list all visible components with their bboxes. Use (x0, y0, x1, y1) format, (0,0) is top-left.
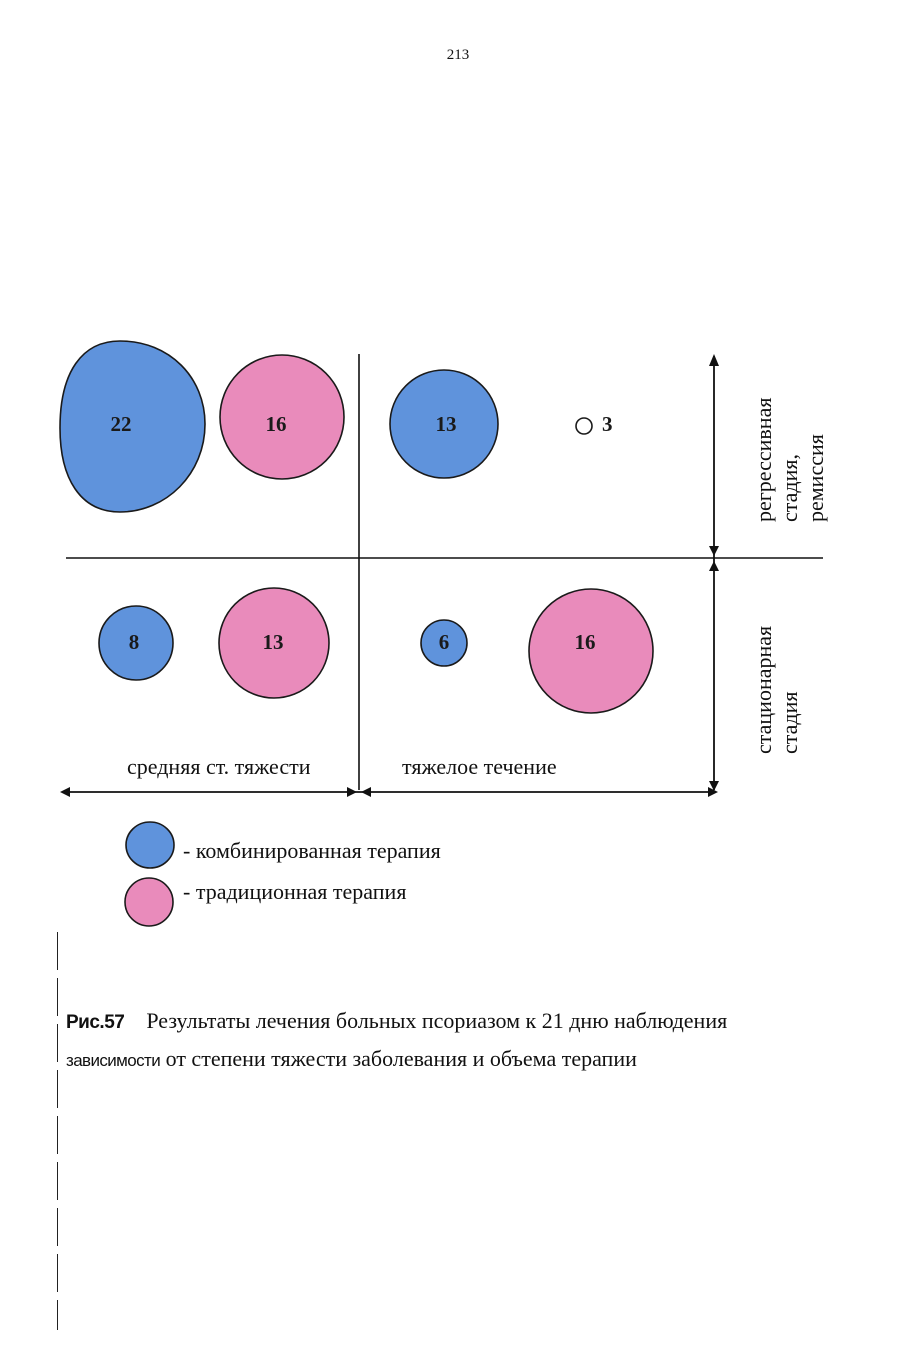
bubble-combined-moderate-regressive (60, 341, 205, 512)
y-arrow-mid-down (709, 561, 719, 571)
x-arrow-left (60, 787, 70, 797)
y-label-stationary-line1: стационарная (751, 625, 776, 754)
label-traditional-severe-regressive: 3 (602, 412, 613, 436)
label-combined-severe-regressive: 13 (435, 412, 457, 436)
x-label-severe: тяжелое течение (402, 754, 557, 779)
margin-line (57, 932, 58, 1330)
label-combined-severe-stationary: 6 (438, 630, 450, 654)
caption-lead: Рис.57 (66, 1012, 125, 1033)
y-label-regressive-line2: стадия, (777, 454, 802, 522)
y-label-regressive-line3: ремиссия (803, 434, 828, 522)
label-traditional-severe-stationary: 16 (574, 630, 596, 654)
caption-text-2: от степени тяжести заболевания и объема терапии (165, 1046, 637, 1071)
legend-swatch-combined (126, 822, 174, 868)
caption-line-1 (66, 1003, 850, 1041)
label-traditional-moderate-stationary: 13 (262, 630, 284, 654)
bubble-traditional-severe-regressive (576, 418, 592, 434)
legend-label-traditional: - традиционная терапия (183, 879, 407, 904)
x-arrow-mid-right (361, 787, 371, 797)
label-combined-moderate-stationary: 8 (128, 630, 140, 654)
y-label-stationary-line2: стадия (777, 691, 802, 754)
y-label-regressive-line1: регрессивная (751, 397, 776, 522)
caption-line2-lead: зависимости (66, 1051, 161, 1070)
figure-caption (66, 1003, 850, 1079)
label-traditional-moderate-regressive: 16 (265, 412, 287, 436)
x-label-moderate: средняя ст. тяжести (127, 754, 311, 779)
legend-swatch-traditional (125, 878, 173, 926)
legend-label-combined: - комбинированная терапия (183, 838, 441, 863)
y-label-stationary (751, 626, 802, 754)
y-arrow-top (709, 354, 719, 366)
y-label-regressive (751, 398, 828, 522)
y-arrow-mid-up (709, 546, 719, 556)
label-combined-moderate-regressive: 22 (110, 412, 132, 436)
x-arrow-mid-left (347, 787, 357, 797)
caption-text-1: Результаты лечения больных псориазом к 21 дню наблюдения (146, 1008, 728, 1033)
page-number: 213 (446, 47, 470, 63)
caption-line-2 (66, 1041, 850, 1079)
